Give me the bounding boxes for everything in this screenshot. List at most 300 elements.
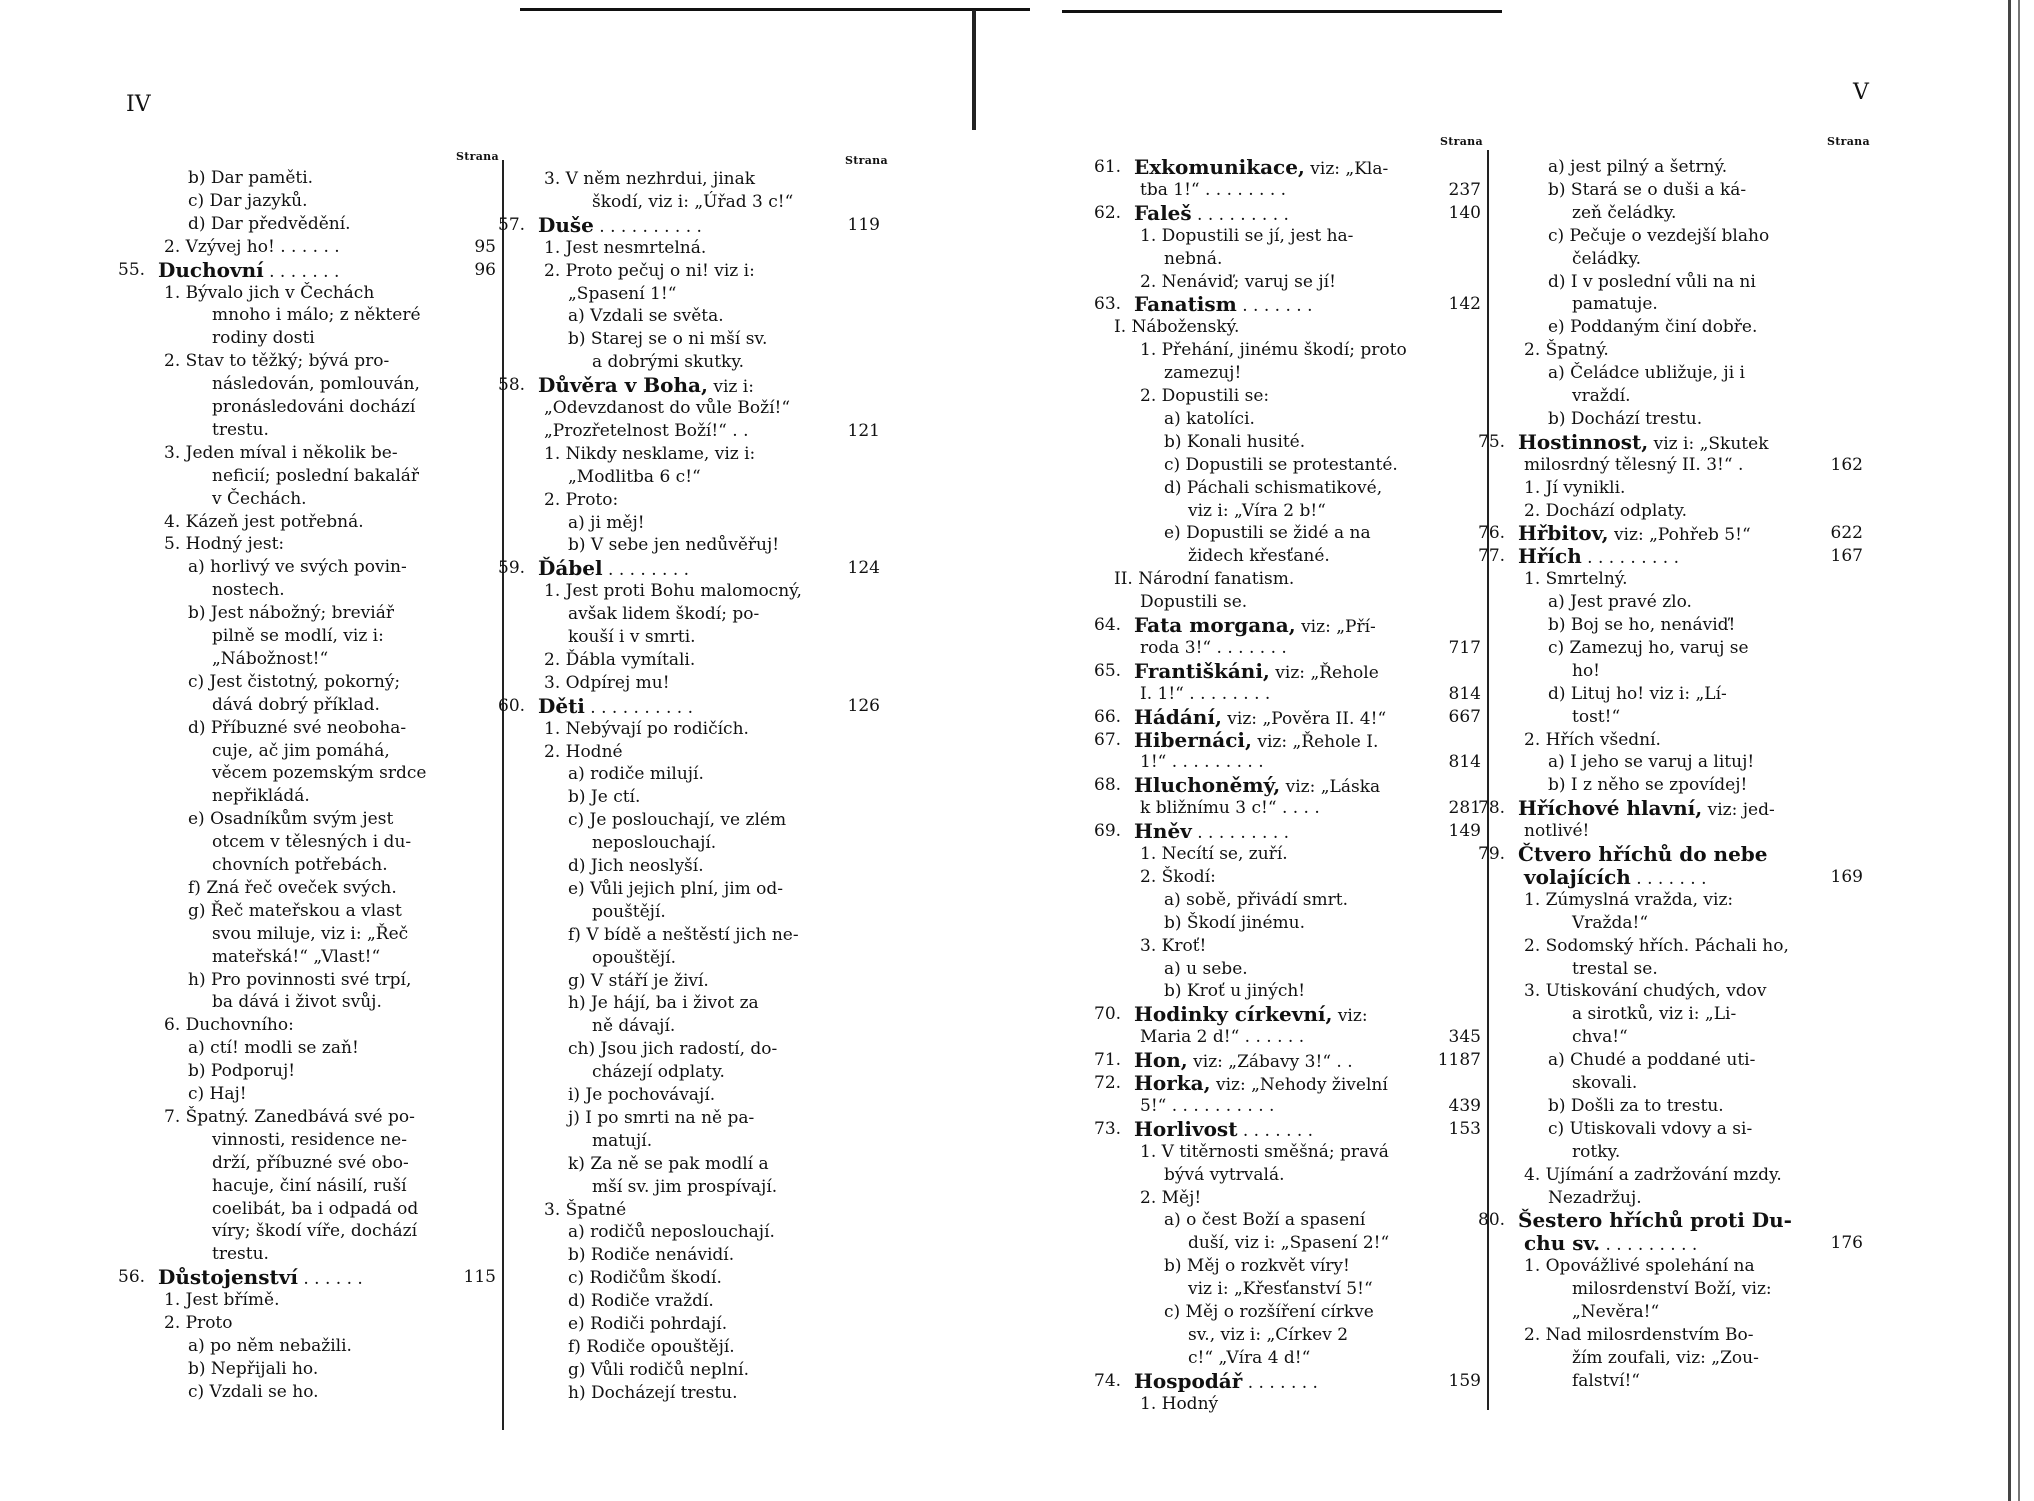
entry-text-wrapper bbox=[568, 512, 645, 534]
entry-text-wrapper bbox=[568, 466, 701, 488]
index-entry-line bbox=[1488, 408, 1863, 430]
entry-text-wrapper bbox=[1140, 271, 1336, 293]
index-entry-line bbox=[1104, 935, 1481, 957]
entry-text: b) Rodiče nenávidí. bbox=[568, 1245, 735, 1266]
entry-text: zeň čeládky. bbox=[1572, 202, 1677, 223]
entry-text: 3. V něm nezhrdui, jinak bbox=[544, 169, 756, 189]
entry-text-wrapper bbox=[568, 1290, 714, 1312]
entry-text: a) ji měj! bbox=[568, 512, 645, 533]
entry-text-wrapper bbox=[568, 1313, 727, 1335]
index-entry-heading bbox=[1094, 773, 1481, 798]
entry-number: 59. bbox=[498, 558, 526, 579]
entry-text-wrapper bbox=[1572, 1003, 1736, 1025]
entry-text-wrapper bbox=[544, 237, 706, 259]
entry-text-wrapper bbox=[544, 397, 790, 419]
index-entry-line bbox=[1104, 1301, 1481, 1323]
entry-text: pouštějí. bbox=[592, 901, 666, 922]
entry-text-wrapper bbox=[544, 741, 623, 763]
entry-text: a) ctí! modli se zaň! bbox=[188, 1038, 359, 1059]
entry-text-wrapper bbox=[568, 1359, 749, 1381]
entry-text: hacuje, činí násilí, ruší bbox=[212, 1175, 407, 1196]
entry-text-wrapper bbox=[1548, 271, 1756, 293]
index-entry-heading bbox=[118, 1265, 496, 1290]
entry-text-wrapper bbox=[568, 1382, 738, 1404]
entry-text: 2. Stav to těžký; bývá pro- bbox=[164, 351, 390, 372]
entry-text: c) Vzdali se ho. bbox=[188, 1381, 319, 1402]
entry-text-wrapper bbox=[544, 649, 695, 671]
index-entry-line bbox=[128, 1381, 496, 1403]
index-entry-line bbox=[1104, 568, 1481, 590]
entry-text-wrapper bbox=[1134, 1049, 1353, 1073]
page-reference: 126 bbox=[847, 695, 880, 716]
entry-text: g) Vůli rodičů neplní. bbox=[568, 1359, 750, 1380]
index-entry-line bbox=[508, 992, 880, 1014]
entry-text-wrapper bbox=[568, 855, 704, 877]
entry-text-wrapper bbox=[1572, 1347, 1759, 1369]
entry-text-wrapper bbox=[164, 1014, 294, 1036]
entry-text: 3. Utiskování chudých, vdov bbox=[1524, 981, 1767, 1002]
entry-text-wrapper bbox=[1518, 522, 1751, 546]
index-entry-line bbox=[1488, 248, 1863, 270]
entry-text-wrapper bbox=[568, 924, 799, 946]
entry-text: 3. Odpírej mu! bbox=[544, 672, 670, 693]
entry-text-wrapper bbox=[1140, 1026, 1304, 1048]
entry-text: 2. Proto bbox=[164, 1313, 233, 1333]
index-entry-line bbox=[128, 465, 496, 487]
entry-text-wrapper bbox=[188, 1335, 352, 1357]
index-entry-line bbox=[128, 808, 496, 830]
entry-text: . . . . . . . bbox=[1630, 868, 1707, 889]
entry-text-wrapper bbox=[164, 282, 374, 304]
entry-text-wrapper bbox=[158, 259, 339, 283]
entry-number: 71. bbox=[1094, 1050, 1122, 1071]
index-entry-line bbox=[128, 854, 496, 876]
index-entry-line bbox=[128, 1083, 496, 1105]
index-entry-line bbox=[508, 809, 880, 831]
entry-text-wrapper bbox=[212, 991, 382, 1013]
entry-text-wrapper bbox=[1518, 843, 1768, 867]
entry-text-wrapper bbox=[544, 489, 618, 511]
entry-text-wrapper bbox=[1548, 362, 1745, 384]
entry-text-wrapper bbox=[158, 1266, 363, 1290]
index-entry-line bbox=[1104, 912, 1481, 934]
page-reference: 96 bbox=[474, 259, 496, 280]
entry-text-wrapper bbox=[568, 809, 786, 831]
index-entry-heading bbox=[1094, 613, 1481, 637]
index-entry-line bbox=[1488, 637, 1863, 659]
entry-keyword: Fanatism bbox=[1134, 292, 1237, 317]
entry-text: b) Kroť u jiných! bbox=[1164, 981, 1306, 1002]
entry-text: kouší i v smrti. bbox=[568, 627, 696, 647]
index-entry-line bbox=[1488, 500, 1863, 522]
entry-text: b) V sebe jen nedůvěřuj! bbox=[568, 535, 780, 556]
top-rule-right bbox=[1062, 10, 1502, 13]
entry-text-wrapper bbox=[1164, 522, 1371, 544]
entry-text: duší, viz i: „Spasení 2!“ bbox=[1188, 1233, 1390, 1254]
index-entry-line bbox=[1104, 1164, 1481, 1186]
index-entry-line bbox=[508, 443, 880, 465]
entry-text: a) rodiče milují. bbox=[568, 764, 704, 785]
index-entry-line bbox=[1488, 1187, 1863, 1209]
index-entry-line bbox=[128, 1358, 496, 1380]
entry-text: viz: „Láska bbox=[1280, 777, 1381, 798]
entry-keyword: Horlivost bbox=[1134, 1116, 1238, 1141]
entry-text: škodí, viz i: „Úřad 3 c!“ bbox=[592, 191, 794, 212]
entry-text-wrapper bbox=[1140, 935, 1206, 957]
entry-text-wrapper bbox=[544, 580, 802, 602]
entry-text: chovních potřebách. bbox=[212, 855, 388, 875]
index-entry-line bbox=[128, 946, 496, 968]
entry-text: 1. Opovážlivé spolehání na bbox=[1524, 1256, 1755, 1277]
entry-number: 77. bbox=[1478, 546, 1506, 567]
entry-text: 3. Kroť! bbox=[1140, 935, 1207, 956]
entry-text: viz: „Řehole I. bbox=[1251, 731, 1379, 752]
entry-text-wrapper bbox=[1134, 1003, 1368, 1027]
entry-text: 2. Hodné bbox=[544, 741, 623, 762]
entry-text-wrapper bbox=[1140, 637, 1287, 659]
index-entry-line bbox=[508, 924, 880, 946]
entry-text: h) Pro povinnosti své trpí, bbox=[188, 969, 412, 990]
entry-text-wrapper bbox=[212, 1129, 407, 1151]
entry-text: 2. Měj! bbox=[1140, 1187, 1202, 1208]
entry-text-wrapper bbox=[1572, 1301, 1659, 1323]
index-entry-heading bbox=[1094, 292, 1481, 317]
index-entry-line bbox=[508, 466, 880, 488]
page-reference: 140 bbox=[1448, 202, 1481, 223]
index-entry-heading bbox=[1478, 1208, 1863, 1233]
entry-text-wrapper bbox=[568, 992, 759, 1014]
index-entry-line bbox=[1104, 477, 1481, 499]
index-entry-line bbox=[128, 1175, 496, 1197]
entry-text-wrapper bbox=[1164, 1301, 1374, 1323]
page-reference: 814 bbox=[1448, 752, 1481, 773]
entry-text-wrapper bbox=[1572, 248, 1641, 270]
index-entry-heading bbox=[1094, 704, 1481, 729]
entry-text-wrapper bbox=[1524, 500, 1687, 522]
entry-text-wrapper bbox=[1548, 683, 1727, 705]
entry-text: 1. Hodný bbox=[1140, 1393, 1219, 1414]
entry-text-wrapper bbox=[1548, 614, 1735, 636]
index-entry-line bbox=[1488, 774, 1863, 796]
index-entry-line bbox=[1104, 1095, 1481, 1117]
entry-text: 2. Sodomský hřích. Páchali ho, bbox=[1524, 935, 1789, 956]
entry-text: „Spasení 1!“ bbox=[568, 283, 677, 304]
entry-text: d) Jich neoslyší. bbox=[568, 856, 704, 876]
entry-text-wrapper bbox=[212, 396, 415, 418]
entry-text-wrapper bbox=[1548, 156, 1727, 178]
entry-text: II. Národní fanatism. bbox=[1114, 569, 1295, 590]
index-entry-heading bbox=[498, 556, 880, 581]
entry-text-wrapper bbox=[212, 625, 384, 647]
entry-keyword: Hospodář bbox=[1134, 1368, 1243, 1393]
entry-text: a) Chudé a poddané uti- bbox=[1548, 1050, 1756, 1071]
entry-text-wrapper bbox=[164, 236, 340, 258]
entry-text: ho! bbox=[1572, 660, 1601, 681]
entry-text: 2. Nad milosrdenstvím Bo- bbox=[1524, 1324, 1754, 1345]
entry-text-wrapper bbox=[164, 442, 398, 464]
index-entry-line bbox=[1488, 156, 1863, 178]
entry-text: 1. Zúmyslná vražda, viz: bbox=[1524, 889, 1734, 910]
entry-text: židech křesťané. bbox=[1188, 546, 1330, 567]
entry-text-wrapper bbox=[568, 1107, 754, 1129]
index-entry-line bbox=[1104, 385, 1481, 407]
entry-text: „Odevzdanost do vůle Boží!“ bbox=[544, 398, 791, 418]
index-entry-line bbox=[1104, 1026, 1481, 1048]
entry-text-wrapper bbox=[1114, 316, 1239, 338]
index-entry-line bbox=[1104, 843, 1481, 865]
index-entry-line bbox=[128, 671, 496, 693]
entry-text: pronásledováni dochází bbox=[212, 397, 416, 417]
entry-text-wrapper bbox=[1524, 729, 1661, 751]
spine-edge-2 bbox=[2018, 0, 2020, 1501]
page-reference: 115 bbox=[463, 1267, 496, 1288]
entry-keyword: Hádání, bbox=[1134, 704, 1222, 729]
index-entry-line bbox=[508, 1290, 880, 1312]
entry-text-wrapper bbox=[1134, 1118, 1313, 1142]
entry-text-wrapper bbox=[188, 213, 351, 235]
entry-number: 62. bbox=[1094, 202, 1122, 223]
entry-text-wrapper bbox=[568, 1267, 722, 1289]
index-entry-line bbox=[508, 672, 880, 694]
entry-text-wrapper bbox=[1134, 820, 1289, 844]
index-entry-line bbox=[128, 762, 496, 784]
entry-text-wrapper bbox=[1134, 614, 1376, 638]
entry-text: coelibát, ba i odpadá od bbox=[212, 1198, 419, 1219]
entry-text: b) Boj se ho, nenáviď! bbox=[1548, 615, 1736, 635]
index-entry-line bbox=[508, 626, 880, 648]
entry-text-wrapper bbox=[212, 740, 390, 762]
entry-text: 4. Kázeň jest potřebná. bbox=[164, 511, 364, 532]
page-reference: 176 bbox=[1830, 1233, 1863, 1254]
index-entry-line bbox=[128, 1129, 496, 1151]
entry-text: 1. Přehání, jinému škodí; proto bbox=[1140, 340, 1407, 361]
entry-text: „Prozřetelnost Boží!“ . . bbox=[544, 420, 749, 441]
entry-text-wrapper bbox=[1164, 912, 1305, 934]
entry-text: a) o čest Boží a spasení bbox=[1164, 1210, 1366, 1231]
column-divider-1 bbox=[502, 160, 504, 1430]
entry-text-wrapper bbox=[212, 1220, 417, 1242]
index-entry-line bbox=[1104, 431, 1481, 453]
entry-text: viz: „Pří- bbox=[1295, 617, 1376, 637]
entry-text-wrapper bbox=[212, 1198, 418, 1220]
index-entry-line bbox=[1488, 1347, 1863, 1369]
entry-text: 1. Bývalo jich v Čechách bbox=[164, 282, 375, 303]
entry-text: otcem v tělesných i du- bbox=[212, 832, 412, 853]
index-entry-heading bbox=[1478, 521, 1863, 546]
entry-text-wrapper bbox=[212, 419, 269, 441]
index-entry-line bbox=[1488, 316, 1863, 338]
index-entry-line bbox=[128, 969, 496, 991]
entry-keyword: Duše bbox=[538, 212, 594, 237]
entry-text: c) Měj o rozšíření církve bbox=[1164, 1302, 1374, 1322]
entry-text-wrapper bbox=[1134, 774, 1380, 798]
entry-text-wrapper bbox=[1140, 385, 1269, 407]
entry-text-wrapper bbox=[1548, 225, 1769, 247]
index-entry-line bbox=[128, 213, 496, 235]
entry-text-wrapper bbox=[1164, 1209, 1365, 1231]
entry-text: 2. Proto: bbox=[544, 489, 619, 510]
entry-text: sv., viz i: „Církev 2 bbox=[1188, 1324, 1349, 1345]
entry-text: c) Dar jazyků. bbox=[188, 190, 308, 211]
index-entry-line bbox=[508, 1221, 880, 1243]
entry-text-wrapper bbox=[188, 190, 307, 212]
entry-text-wrapper bbox=[1524, 889, 1733, 911]
entry-text: viz i: „Křesťanství 5!“ bbox=[1188, 1279, 1373, 1300]
index-entry-line bbox=[1488, 866, 1863, 888]
entry-text-wrapper bbox=[188, 1381, 319, 1403]
entry-text-wrapper bbox=[544, 1199, 626, 1221]
index-entry-line bbox=[1104, 362, 1481, 384]
entry-text-wrapper bbox=[1524, 1232, 1697, 1256]
entry-text-wrapper bbox=[1572, 1026, 1628, 1048]
index-entry-heading bbox=[1478, 429, 1863, 454]
index-entry-line bbox=[508, 305, 880, 327]
index-entry-line bbox=[128, 648, 496, 670]
entry-text-wrapper bbox=[1524, 1164, 1782, 1186]
index-entry-line bbox=[508, 351, 880, 373]
strana-label-c1: Strana bbox=[456, 150, 499, 163]
entry-text: ně dávají. bbox=[592, 1016, 676, 1037]
entry-text: falství!“ bbox=[1572, 1370, 1640, 1391]
entry-text: . . . . . . . . . bbox=[1581, 548, 1680, 569]
index-entry-line bbox=[128, 785, 496, 807]
entry-keyword: Fata morgana, bbox=[1134, 613, 1296, 637]
entry-number: 79. bbox=[1478, 844, 1506, 864]
entry-text-wrapper bbox=[1140, 843, 1288, 865]
entry-text-wrapper bbox=[1140, 866, 1216, 888]
entry-text: 3. Jeden míval i několik be- bbox=[164, 442, 398, 463]
entry-text: milosrdný tělesný II. 3!“ . bbox=[1524, 454, 1744, 475]
index-entry-line bbox=[1488, 293, 1863, 315]
index-entry-line bbox=[1488, 614, 1863, 636]
entry-text-wrapper bbox=[1164, 980, 1305, 1002]
entry-text-wrapper bbox=[1524, 866, 1707, 890]
index-entry-line bbox=[1104, 408, 1481, 430]
entry-text-wrapper bbox=[1572, 660, 1600, 682]
entry-text: svou miluje, viz i: „Řeč bbox=[212, 923, 409, 944]
page-reference: 149 bbox=[1448, 821, 1481, 842]
entry-text: b) Jest nábožný; breviář bbox=[188, 603, 394, 624]
index-entry-line bbox=[508, 580, 880, 602]
entry-text: 1. V titěrnosti směšná; pravá bbox=[1140, 1141, 1389, 1162]
entry-text: f) V bídě a neštěstí jich ne- bbox=[568, 924, 799, 945]
entry-text: tost!“ bbox=[1572, 706, 1621, 727]
entry-text-wrapper bbox=[1164, 889, 1348, 911]
entry-text: I. Náboženský. bbox=[1114, 317, 1240, 338]
index-entry-line bbox=[128, 717, 496, 739]
index-entry-line bbox=[1104, 1187, 1481, 1209]
page-reference: 439 bbox=[1448, 1095, 1481, 1116]
entry-text: c) Utiskovali vdovy a si- bbox=[1548, 1118, 1753, 1139]
index-entry-line bbox=[1488, 889, 1863, 911]
index-entry-line bbox=[1488, 385, 1863, 407]
entry-text-wrapper bbox=[568, 1038, 777, 1060]
index-entry-line bbox=[508, 489, 880, 511]
entry-number: 80. bbox=[1478, 1210, 1506, 1231]
index-entry-line bbox=[128, 350, 496, 372]
index-entry-line bbox=[1488, 820, 1863, 842]
entry-text: d) Příbuzné své neoboha- bbox=[188, 717, 407, 738]
page-reference: 667 bbox=[1448, 706, 1481, 727]
entry-number: 78. bbox=[1478, 798, 1506, 819]
entry-text-wrapper bbox=[212, 579, 285, 601]
entry-text: pamatuje. bbox=[1572, 294, 1658, 315]
index-entry-heading bbox=[1094, 1116, 1481, 1141]
page-reference: 159 bbox=[1448, 1370, 1481, 1391]
entry-text-wrapper bbox=[1572, 1141, 1620, 1163]
index-entry-line bbox=[1104, 248, 1481, 270]
entry-text: viz: „Pohřeb 5!“ bbox=[1608, 525, 1751, 546]
entry-text-wrapper bbox=[1140, 591, 1247, 613]
index-entry-heading bbox=[1094, 1368, 1481, 1393]
entry-number: 67. bbox=[1094, 729, 1122, 750]
index-entry-line bbox=[1488, 339, 1863, 361]
index-entry-line bbox=[1488, 1370, 1863, 1392]
index-entry-line bbox=[128, 1289, 496, 1311]
entry-text: Maria 2 d!“ . . . . . . bbox=[1140, 1027, 1305, 1048]
index-entry-line bbox=[128, 556, 496, 578]
index-entry-line bbox=[1488, 1049, 1863, 1071]
entry-keyword: volajících bbox=[1524, 864, 1631, 889]
index-entry-line bbox=[508, 1336, 880, 1358]
entry-text-wrapper bbox=[212, 1243, 269, 1265]
entry-text: k) Za ně se pak modlí a bbox=[568, 1153, 769, 1174]
top-rule-left bbox=[520, 8, 1030, 11]
entry-keyword: Duchovní bbox=[158, 257, 264, 282]
entry-text: 7. Špatný. Zanedbává své po- bbox=[164, 1106, 415, 1127]
index-entry-line bbox=[1488, 1141, 1863, 1163]
entry-text-wrapper bbox=[1572, 1072, 1637, 1094]
entry-text-wrapper bbox=[188, 1037, 359, 1059]
entry-text-wrapper bbox=[212, 373, 420, 395]
index-entry-line bbox=[128, 831, 496, 853]
index-entry-line bbox=[1488, 362, 1863, 384]
entry-keyword: Děti bbox=[538, 693, 585, 718]
index-entry-line bbox=[1488, 1301, 1863, 1323]
entry-text-wrapper bbox=[212, 946, 380, 968]
entry-text: b) Došli za to trestu. bbox=[1548, 1095, 1724, 1116]
index-entry-line bbox=[508, 1153, 880, 1175]
entry-text: 1. Nikdy nesklame, viz i: bbox=[544, 443, 756, 464]
entry-text: bývá vytrvalá. bbox=[1164, 1164, 1285, 1185]
entry-text-wrapper bbox=[1134, 202, 1289, 226]
entry-text-wrapper bbox=[212, 488, 307, 510]
index-entry-line bbox=[1488, 1278, 1863, 1300]
entry-text: a) Čeládce ubližuje, ji i bbox=[1548, 363, 1745, 384]
entry-keyword: Hostinnost, bbox=[1518, 429, 1649, 454]
index-entry-line bbox=[1488, 1003, 1863, 1025]
index-entry-line bbox=[128, 282, 496, 304]
entry-text: a) Vzdali se světa. bbox=[568, 306, 724, 327]
index-entry-line bbox=[128, 1106, 496, 1128]
entry-text-wrapper bbox=[538, 695, 693, 719]
entry-text: pilně se modlí, viz i: bbox=[212, 626, 384, 646]
entry-text: . . . . . . . . . bbox=[1191, 823, 1290, 844]
entry-text: . . . . . . bbox=[297, 1269, 363, 1290]
entry-text-wrapper bbox=[592, 1176, 777, 1198]
index-entry-line bbox=[508, 1199, 880, 1221]
entry-text-wrapper bbox=[1164, 1164, 1285, 1186]
index-entry-line bbox=[1488, 1164, 1863, 1186]
entry-text: 2. Vzývej ho! . . . . . . bbox=[164, 236, 340, 257]
entry-text-wrapper bbox=[1188, 545, 1330, 567]
entry-text: b) Dar paměti. bbox=[188, 168, 314, 188]
index-entry-line bbox=[1104, 271, 1481, 293]
entry-text: avšak lidem škodí; po- bbox=[568, 604, 760, 625]
entry-number: 65. bbox=[1094, 660, 1122, 681]
entry-text-wrapper bbox=[1524, 935, 1789, 957]
entry-text: 4. Ujímání a zadržování mzdy. bbox=[1524, 1164, 1782, 1185]
